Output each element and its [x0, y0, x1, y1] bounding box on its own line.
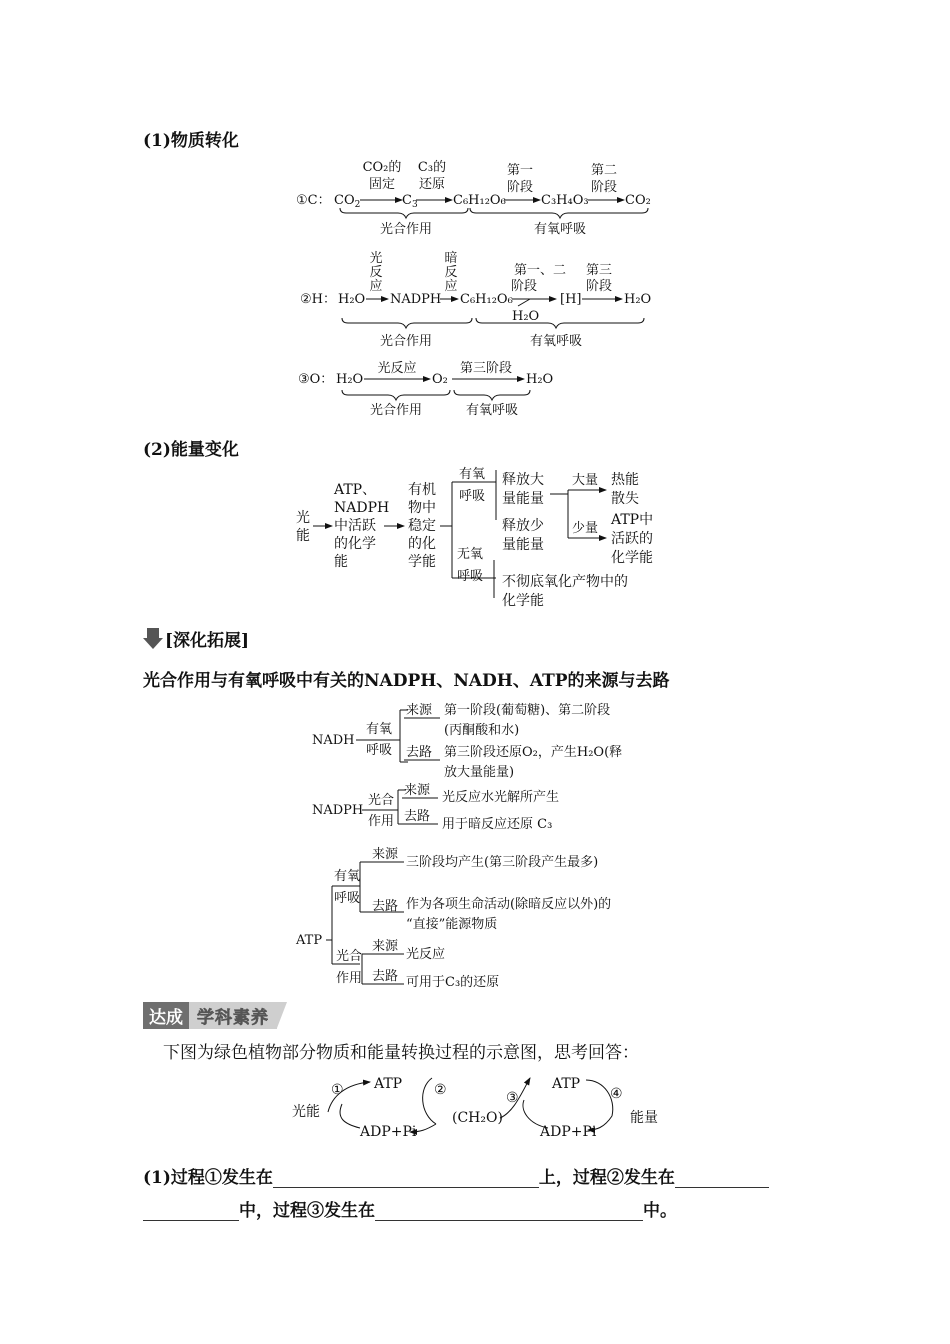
hydrogen-glucose: C₆H₁₂O₆ [460, 292, 513, 307]
question-part-3: 中，过程③发生在 [239, 1201, 375, 1221]
carbon-label: ①C： [296, 193, 331, 208]
hydrogen-step1-char: 光 [369, 251, 383, 266]
energy-atp-line: 中活跃 [334, 518, 376, 534]
cycle-atp1: ATP [374, 1076, 403, 1092]
hydrogen-step2-char: 暗 [444, 251, 458, 266]
oxygen-brace-left-label: 光合作用 [369, 403, 423, 418]
energy-change-diagram [0, 460, 950, 620]
cycle-p3: ③ [506, 1090, 519, 1106]
hydrogen-step1-char: 应 [369, 279, 383, 294]
hydrogen-step3-top: 第一、二 [513, 263, 567, 278]
hydrogen-brace-right-label: 有氧呼吸 [529, 334, 583, 349]
energy-light-char: 能 [296, 528, 310, 544]
carbon-step1-top: CO₂的 [362, 160, 402, 175]
carbon-end: CO₂ [625, 193, 651, 208]
hydrogen-brace-photosynthesis [342, 318, 472, 328]
energy-atp-line: NADPH [334, 500, 390, 516]
deepen-label: [深化拓展] [165, 631, 250, 651]
hydrogen-step2-char: 反 [444, 265, 458, 280]
carbon-brace-left-label: 光合作用 [379, 222, 433, 237]
down-arrow-icon [143, 628, 163, 650]
energy-release-small: 量能量 [502, 537, 544, 553]
energy-heat: 散失 [611, 491, 639, 507]
oxygen-step2: 第三阶段 [459, 361, 513, 376]
hydrogen-label: ②H： [300, 292, 336, 307]
oxygen-o2: O₂ [432, 372, 448, 387]
energy-atp-active: ATP中 [611, 512, 654, 528]
oxygen-h2o: H₂O [336, 372, 364, 387]
atp-aer-source: 三阶段均产生(第三阶段产生最多) [406, 855, 599, 870]
answer-blank-2b[interactable] [143, 1202, 239, 1221]
cycle-p1: ① [331, 1082, 344, 1098]
carbon-step4-top: 第二 [590, 163, 618, 178]
nadh-fate-text: 第三阶段还原O₂，产生H₂O(释 [444, 745, 623, 760]
energy-atp-line: 的化学 [334, 536, 376, 552]
energy-organic-line: 稳定 [408, 518, 436, 534]
carbon-brace-respiration [470, 208, 648, 218]
oxygen-step1: 光反应 [377, 361, 417, 376]
atp-photo-source: 光反应 [406, 947, 446, 962]
cycle-light: 光能 [292, 1104, 320, 1120]
nadph-source-text: 光反应水光解所产生 [442, 790, 560, 805]
energy-heat: 热能 [611, 472, 639, 488]
energy-atp-active: 化学能 [611, 550, 653, 566]
nadph-fate-text: 用于暗反应还原 C₃ [442, 817, 553, 832]
nadph-proc: 光合 [368, 793, 395, 808]
energy-organic-line: 物中 [408, 500, 436, 516]
badge-part-a: 达成 [143, 1002, 189, 1029]
nadph-name: NADPH [312, 803, 364, 818]
atp-aer-source-label: 来源 [372, 847, 399, 862]
energy-anaerobic-label: 无氧 [457, 547, 484, 562]
atp-aer-fate: “直接”能源物质 [406, 917, 498, 932]
oxygen-end: H₂O [526, 372, 554, 387]
nadh-nadph-atp-diagram [0, 690, 950, 996]
carbon-pyruvate: C₃H₄O₃ [541, 193, 589, 208]
energy-organic-line: 有机 [408, 482, 436, 498]
nadh-proc: 有氧 [366, 722, 393, 737]
atp-aer-fate-label: 去路 [372, 899, 399, 914]
cycle-atp2: ATP [552, 1076, 581, 1092]
nadh-fate-label: 去路 [406, 745, 433, 760]
carbon-step4-bottom: 阶段 [590, 180, 618, 195]
atp-cycle-diagram [0, 1066, 950, 1150]
nadh-source-label: 来源 [406, 703, 433, 718]
carbon-brace-right-label: 有氧呼吸 [533, 222, 587, 237]
nadph-fate-label: 去路 [404, 809, 431, 824]
energy-aerobic-label: 有氧 [459, 467, 486, 482]
hydrogen-brace-left-label: 光合作用 [379, 334, 433, 349]
energy-anaerobic-label: 呼吸 [457, 569, 484, 584]
competency-badge [143, 1002, 287, 1028]
atp-photo-source-label: 来源 [372, 939, 399, 954]
atp-photo-proc: 光合 [336, 949, 363, 964]
hydrogen-brace-respiration [476, 318, 644, 328]
energy-organic-line: 学能 [408, 554, 436, 570]
energy-release-large: 量能量 [502, 491, 544, 507]
carbon-step2-top: C₃的 [417, 160, 447, 175]
cycle-ch2o: (CH₂O) [452, 1110, 503, 1126]
hydrogen-step2-char: 应 [444, 279, 458, 294]
cycle-energy: 能量 [630, 1110, 658, 1126]
cycle-arc-1b [340, 1104, 360, 1128]
badge-tail [277, 1002, 287, 1028]
answer-blank-3[interactable] [375, 1202, 643, 1221]
atp-photo-fate: 可用于C₃的还原 [406, 975, 500, 990]
energy-atp-active: 活跃的 [611, 531, 653, 547]
question-line-1 [143, 1163, 769, 1188]
answer-blank-2a[interactable] [675, 1169, 769, 1188]
atp-photo-proc: 作用 [336, 971, 363, 986]
hydrogen-nadph: NADPH [390, 292, 442, 307]
cycle-arc-4 [586, 1080, 613, 1116]
cycle-adp2: ADP+Pi [540, 1124, 597, 1140]
energy-incomplete: 不彻底氧化产物中的 [502, 574, 628, 590]
energy-incomplete: 化学能 [502, 593, 544, 609]
badge-part-b: 学科素养 [189, 1002, 277, 1029]
oxygen-label: ③O： [298, 372, 334, 387]
energy-small-label: 少量 [572, 521, 599, 536]
carbon-step1-bottom: 固定 [368, 177, 396, 192]
nadh-source-text: 第一阶段(葡萄糖)、第二阶段 [444, 703, 611, 718]
section-title-substance: (1)物质转化 [143, 131, 239, 151]
nadh-proc: 呼吸 [366, 743, 393, 758]
substance-conversion-diagram [0, 0, 950, 430]
nadph-proc: 作用 [368, 814, 395, 829]
question-part-4: 中。 [643, 1201, 677, 1221]
carbon-step3-bottom: 阶段 [506, 180, 534, 195]
carbon-glucose: C₆H₁₂O₆ [453, 193, 506, 208]
atp-aer-proc: 有氧 [334, 869, 361, 884]
hydrogen-step3-bottom: 阶段 [510, 279, 538, 294]
nadh-source-text: (丙酮酸和水) [444, 723, 520, 738]
topic-heading: 光合作用与有氧呼吸中有关的NADPH、NADH、ATP的来源与去路 [143, 671, 670, 691]
energy-aerobic-label: 呼吸 [459, 489, 486, 504]
cycle-p2: ② [434, 1082, 447, 1098]
nadh-name: NADH [312, 733, 355, 748]
hydrogen-step4-bottom: 阶段 [585, 279, 613, 294]
question-part-1: (1)过程①发生在 [143, 1168, 273, 1188]
hydrogen-end: H₂O [624, 292, 652, 307]
energy-large-label: 大量 [572, 473, 599, 488]
hydrogen-water-in: H₂O [512, 309, 540, 324]
energy-atp-line: ATP、 [334, 482, 377, 498]
deepen-heading [143, 626, 249, 651]
energy-release-small: 释放少 [502, 518, 544, 534]
answer-blank-1[interactable] [273, 1169, 539, 1188]
nadh-fate-text: 放大量能量) [444, 765, 515, 780]
hydrogen-step4-top: 第三 [585, 263, 613, 278]
cycle-p4: ④ [610, 1086, 623, 1102]
hydrogen-water-input [518, 299, 530, 306]
atp-name: ATP [296, 933, 323, 948]
hydrogen-step1-char: 反 [369, 265, 383, 280]
energy-organic-line: 的化 [408, 536, 436, 552]
hydrogen-h: [H] [560, 292, 582, 307]
carbon-co2: $CO_2$ [334, 193, 361, 210]
carbon-step2-bottom: 还原 [418, 177, 446, 192]
carbon-step3-top: 第一 [506, 163, 534, 178]
atp-aer-fate: 作为各项生命活动(除暗反应以外)的 [406, 897, 612, 912]
nadph-source-label: 来源 [404, 783, 431, 798]
intro-text: 下图为绿色植物部分物质和能量转换过程的示意图，思考回答： [163, 1043, 639, 1063]
question-part-2: 上，过程②发生在 [538, 1168, 675, 1188]
question-line-2 [143, 1196, 677, 1221]
oxygen-brace-respiration [454, 390, 530, 400]
section-title-energy: (2)能量变化 [143, 440, 239, 460]
oxygen-brace-right-label: 有氧呼吸 [465, 403, 519, 418]
energy-release-large: 释放大 [502, 472, 544, 488]
cycle-adp1: ADP+Pi [360, 1124, 417, 1140]
energy-light-char: 光 [296, 510, 310, 526]
oxygen-brace-photosynthesis [342, 390, 450, 400]
energy-atp-line: 能 [334, 554, 348, 570]
carbon-c3: $C_3$ [402, 193, 418, 210]
atp-photo-fate-label: 去路 [372, 969, 399, 984]
atp-aer-proc: 呼吸 [334, 891, 361, 906]
hydrogen-h2o: H₂O [338, 292, 366, 307]
